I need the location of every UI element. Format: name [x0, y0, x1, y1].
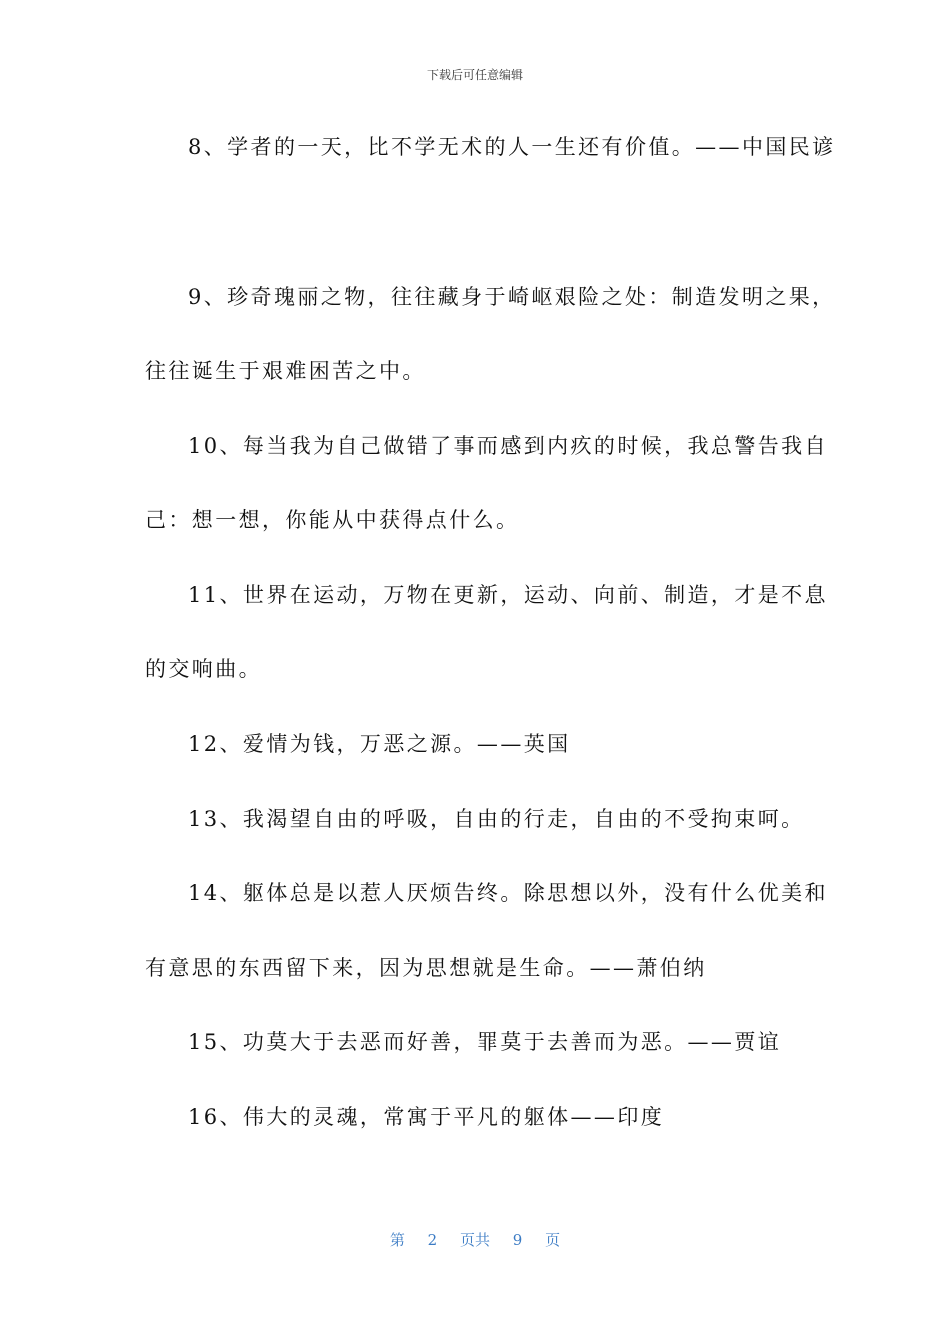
paragraph-15-line-1: 15、功莫大于去恶而好善，罪莫于去善而为恶。——贾谊 — [188, 1030, 782, 1054]
paragraph-12-line-1: 12、爱情为钱，万恶之源。——英国 — [188, 732, 571, 756]
footer-prefix: 第 — [389, 1231, 405, 1249]
page-footer — [0, 1229, 950, 1250]
footer-total-pages: 9 — [512, 1231, 523, 1249]
paragraph-11-line-2: 的交响曲。 — [145, 657, 262, 681]
paragraph-9-line-2: 往往诞生于艰难困苦之中。 — [145, 359, 426, 383]
paragraph-10-line-1: 10、每当我为自己做错了事而感到内疚的时候，我总警告我自 — [188, 434, 828, 458]
paragraph-11-line-1: 11、世界在运动，万物在更新，运动、向前、制造，才是不息 — [188, 583, 828, 607]
footer-current-page: 2 — [427, 1231, 438, 1249]
paragraph-14-line-1: 14、躯体总是以惹人厌烦告终。除思想以外，没有什么优美和 — [188, 881, 828, 905]
paragraph-8-line-1: 8、学者的一天，比不学无术的人一生还有价值。——中国民谚 — [188, 135, 836, 159]
paragraph-9-line-1: 9、珍奇瑰丽之物，往往藏身于崎岖艰险之处：制造发明之果， — [188, 285, 836, 309]
footer-middle: 页共 — [459, 1231, 490, 1249]
paragraph-13-line-1: 13、我渴望自由的呼吸，自由的行走，自由的不受拘束呵。 — [188, 807, 805, 831]
footer-suffix: 页 — [545, 1231, 561, 1249]
paragraph-14-line-2: 有意思的东西留下来，因为思想就是生命。——萧伯纳 — [145, 956, 707, 980]
paragraph-10-line-2: 己：想一想，你能从中获得点什么。 — [145, 508, 520, 532]
paragraph-16-line-1: 16、伟大的灵魂，常寓于平凡的躯体——印度 — [188, 1105, 665, 1129]
page-header: 下载后可任意编辑 — [426, 68, 523, 82]
